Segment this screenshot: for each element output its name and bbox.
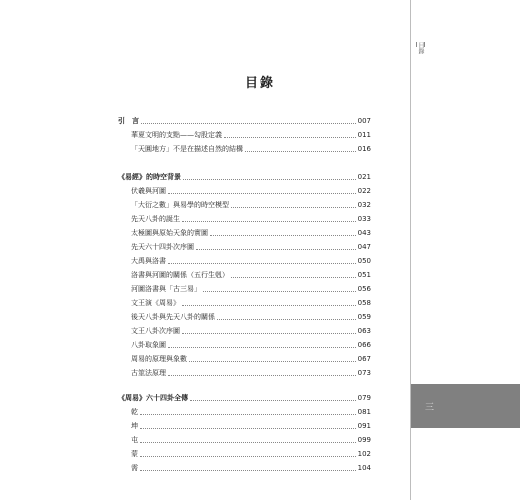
dot-leader — [140, 427, 356, 429]
toc-entry-title: 需 — [131, 464, 138, 472]
toc-heading: 目錄 — [244, 76, 275, 91]
toc-page-number: 073 — [357, 369, 371, 377]
dot-leader — [245, 150, 356, 152]
toc-entry[interactable] — [118, 431, 371, 445]
toc-entry[interactable] — [118, 126, 371, 140]
toc-entry-title: 「大衍之數」與易學的時空模型 — [131, 201, 229, 209]
toc-entry[interactable] — [118, 294, 371, 308]
table-of-contents — [118, 112, 371, 473]
toc-entry[interactable] — [118, 280, 371, 294]
toc-page-number: 102 — [357, 450, 371, 458]
section-tab-label: 三 — [425, 403, 435, 413]
toc-entry[interactable] — [118, 336, 371, 350]
toc-entry[interactable] — [118, 238, 371, 252]
toc-spacer — [118, 154, 371, 168]
toc-page-number: 104 — [357, 464, 371, 472]
toc-entry-title: 周易的原理與象數 — [131, 355, 187, 363]
dot-leader — [140, 469, 356, 471]
toc-entry-title: 屯 — [131, 436, 138, 444]
toc-page-number: 050 — [357, 257, 371, 265]
toc-entry-title: 華夏文明的支點——勾股定義 — [131, 131, 222, 139]
dot-leader — [183, 178, 356, 180]
toc-entry-title: 文王八卦次序圖 — [131, 327, 180, 335]
toc-page-number: 011 — [357, 131, 371, 139]
dot-leader — [231, 276, 356, 278]
toc-entry-title: 乾 — [131, 408, 138, 416]
dot-leader — [203, 290, 356, 292]
toc-page-number: 063 — [357, 327, 371, 335]
toc-entry[interactable] — [118, 140, 371, 154]
dot-leader — [168, 346, 356, 348]
toc-page-number: 047 — [357, 243, 371, 251]
dot-leader — [140, 413, 356, 415]
dot-leader — [141, 122, 356, 124]
toc-entry-title: 《易經》的時空背景 — [118, 173, 181, 181]
dot-leader — [210, 234, 356, 236]
toc-entry[interactable] — [118, 224, 371, 238]
toc-entry[interactable] — [118, 459, 371, 473]
toc-entry-title: 先天六十四卦次序圖 — [131, 243, 194, 251]
toc-entry-title: 八卦取象圖 — [131, 341, 166, 349]
toc-entry-title: 引 言 — [118, 117, 139, 125]
toc-entry[interactable] — [118, 182, 371, 196]
toc-entry[interactable] — [118, 196, 371, 210]
toc-entry[interactable] — [118, 210, 371, 224]
toc-page-number: 066 — [357, 341, 371, 349]
toc-entry-title: 大禹與洛書 — [131, 257, 166, 265]
toc-entry-title: 伏羲與河圖 — [131, 187, 166, 195]
dot-leader — [140, 441, 356, 443]
toc-page-number: 043 — [357, 229, 371, 237]
dot-leader — [217, 318, 356, 320]
toc-page-number: 059 — [357, 313, 371, 321]
dot-leader — [182, 304, 356, 306]
toc-page-number: 007 — [357, 117, 371, 125]
dot-leader — [224, 136, 356, 138]
toc-page-number: 091 — [357, 422, 371, 430]
dot-leader — [168, 262, 356, 264]
toc-entry-title: 古筮法原理 — [131, 369, 166, 377]
toc-page-number: 099 — [357, 436, 371, 444]
toc-entry-title: 先天八卦的誕生 — [131, 215, 180, 223]
toc-page-number: 022 — [357, 187, 371, 195]
dot-leader — [196, 248, 356, 250]
toc-page-number: 079 — [357, 394, 371, 402]
toc-page-number: 081 — [357, 408, 371, 416]
toc-page-number: 021 — [357, 173, 371, 181]
toc-page-number: 058 — [357, 299, 371, 307]
toc-spacer — [118, 378, 371, 389]
toc-entry-title: 河圖洛書與「古三易」 — [131, 285, 201, 293]
toc-entry-title: 洛書與河圖的關係（五行生剋） — [131, 271, 229, 279]
toc-entry[interactable] — [118, 403, 371, 417]
dot-leader — [182, 220, 356, 222]
toc-chapter-entry[interactable] — [118, 112, 371, 126]
toc-entry-title: 蒙 — [131, 450, 138, 458]
dot-leader — [231, 206, 356, 208]
toc-page-number: 056 — [357, 285, 371, 293]
toc-entry[interactable] — [118, 350, 371, 364]
toc-entry-title: 太極圖與原始天象的實圖 — [131, 229, 208, 237]
toc-entry[interactable] — [118, 322, 371, 336]
toc-entry[interactable] — [118, 252, 371, 266]
toc-entry-title: 「天圓地方」不是在描述自然的結構 — [131, 145, 243, 153]
toc-page-number: 032 — [357, 201, 371, 209]
toc-page-number: 016 — [357, 145, 371, 153]
toc-entry-title: 文王演《周易》 — [131, 299, 180, 307]
running-header: 目錄 — [413, 42, 425, 54]
dot-leader — [182, 332, 356, 334]
dot-leader — [168, 192, 356, 194]
toc-entry-title: 後天八卦與先天八卦的關係 — [131, 313, 215, 321]
toc-entry[interactable] — [118, 417, 371, 431]
dot-leader — [140, 455, 356, 457]
toc-entry[interactable] — [118, 308, 371, 322]
dot-leader — [190, 399, 356, 401]
toc-page-number: 051 — [357, 271, 371, 279]
toc-page-number: 067 — [357, 355, 371, 363]
toc-entry[interactable] — [118, 445, 371, 459]
toc-entry[interactable] — [118, 266, 371, 280]
toc-chapter-entry[interactable] — [118, 168, 371, 182]
toc-entry-title: 坤 — [131, 422, 138, 430]
toc-entry[interactable] — [118, 364, 371, 378]
toc-page-number: 033 — [357, 215, 371, 223]
dot-leader — [189, 360, 356, 362]
toc-entry-title: 《周易》六十四卦全傳 — [118, 394, 188, 402]
dot-leader — [168, 374, 356, 376]
toc-chapter-entry[interactable] — [118, 389, 371, 403]
